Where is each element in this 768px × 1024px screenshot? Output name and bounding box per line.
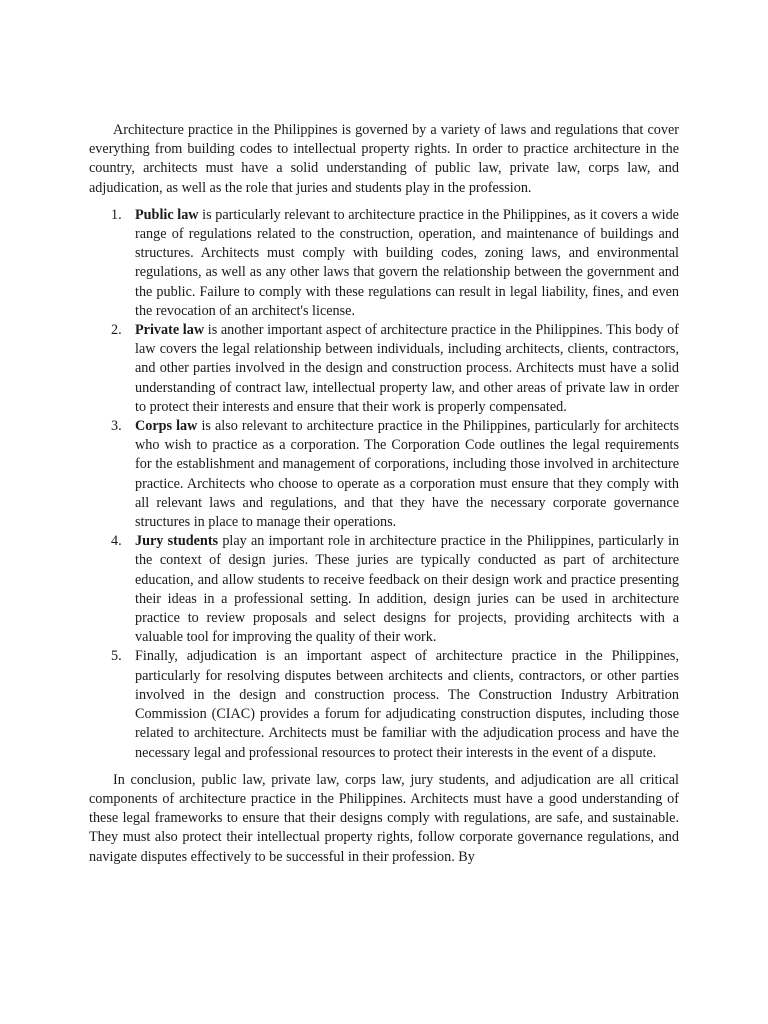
list-item-text: is another important aspect of architecture practice in the Philippines. This body of law covers the legal relationship between individuals, including architects, clients, contractors, and other parties involved in the design and construction process. Architects must have a solid understanding of contract law, intellectual property law, and other areas of private law in order to protect their interests and ensure that their work is properly compensated. <box>135 322 679 415</box>
list-item-text: is also relevant to architecture practice in the Philippines, particularly for architects who wish to practice as a corporation. The Corporation Code outlines the legal requirements for the establishment and management of corporations, including those involved in architecture practice. Architects who choose to operate as a corporation must ensure that they comply with all relevant laws and regulations, and that they have the necessary corporate governance structures in place to manage their operations. <box>135 418 679 531</box>
conclusion-paragraph: In conclusion, public law, private law, corps law, jury students, and adjudication are all critical components of architecture practice in the Philippines. Architects must have a good understanding of these legal frameworks to ensure that their designs comply with regulations, are safe, and sustainable. They must also protect their intellectual property rights, follow corporate governance regulations, and navigate disputes effectively to be successful in their profession. By <box>89 771 679 865</box>
list-item <box>89 321 679 417</box>
document-body <box>89 121 679 867</box>
list-item-term: Corps law <box>135 418 198 435</box>
list-item <box>89 417 679 532</box>
list-item-term: Private law <box>135 322 205 339</box>
list-item-text: play an important role in architecture practice in the Philippines, particularly in the context of design juries. These juries are typically conducted as part of architecture education, and allow students to receive feedback on their design work and practice presenting their ideas in a professional setting. In addition, design juries can be used in architecture practice to review proposals and select designs for projects, providing architects with a valuable tool for improving the quality of their work. <box>135 533 679 646</box>
list-item <box>89 206 679 321</box>
list-item <box>89 532 679 647</box>
list-item <box>89 647 679 762</box>
list-item-text: Finally, adjudication is an important aspect of architecture practice in the Philippines, particularly for resolving disputes between architects and clients, contractors, or other parties involved in the design and construction process. The Construction Industry Arbitration Commission (CIAC) provides a forum for adjudicating construction disputes, including those related to architecture. Architects must be familiar with the adjudication process and have the necessary legal and professional resources to protect their interests in the event of a dispute. <box>135 648 679 761</box>
numbered-list <box>89 206 679 763</box>
list-item-number: 2. <box>111 322 122 339</box>
list-item-number: 1. <box>111 206 122 223</box>
list-item-term: Jury students <box>135 533 219 550</box>
intro-paragraph: Architecture practice in the Philippines is governed by a variety of laws and regulations that cover everything from building codes to intellectual property rights. In order to practice architecture in the country, architects must have a solid understanding of public law, private law, corps law, and adjudication, as well as the role that juries and students play in the profession. <box>89 122 679 196</box>
list-item-number: 3. <box>111 418 122 435</box>
list-item-number: 5. <box>111 648 122 665</box>
list-item-term: Public law <box>135 206 199 223</box>
list-item-text: is particularly relevant to architecture practice in the Philippines, as it covers a wide range of regulations related to the construction, operation, and maintenance of buildings and structures. Architects must comply with building codes, zoning laws, and environmental regulations, as well as any other laws that govern the relationship between the government and the public. Failure to comply with these regulations can result in legal liability, fines, and even the revocation of an architect's license. <box>135 206 679 319</box>
list-item-number: 4. <box>111 533 122 550</box>
